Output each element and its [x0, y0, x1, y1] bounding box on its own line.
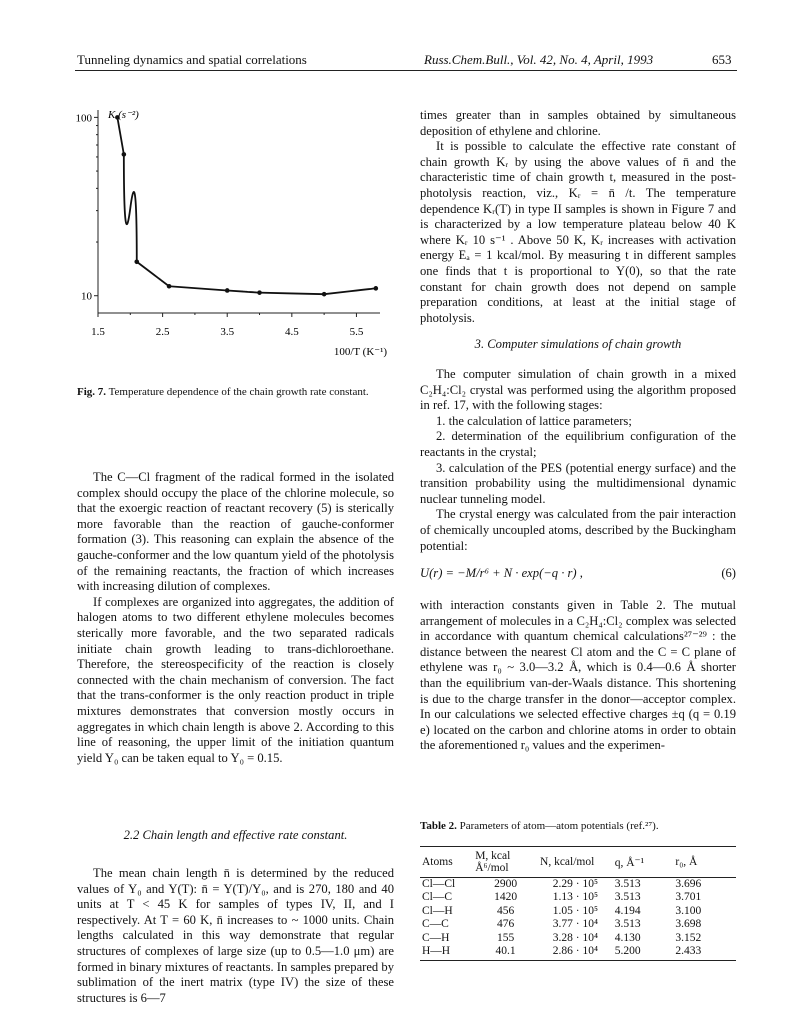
table-cell: 3.696 — [675, 878, 702, 890]
x-tick-label: 3.5 — [220, 326, 235, 338]
paragraph: It is possible to calculate the effective rate constant of chain growth Kᵣ by using the above values of n̄ and the characteristic time of chain growth t, measured in the post-photolysis reaction, viz., Kᵣ = n̄ /t. The temperature dependence Kᵣ(T) in type II samples is shown in Figure 7 and is characterized by a low temperature plateau below 40 K where Kᵣ 10 s⁻¹ . Above 50 K, Kᵣ increases with activation energy Eₐ = 1 kcal/mol. By measuring t in different samples one finds that t is proportional to Y(0), so that the rate constant for chain growth does not depend on sample preparation conditions, at least at the initial stage of photolysis. — [420, 139, 736, 325]
table-header: q, Å⁻¹ — [613, 847, 674, 878]
table-header: M, kcal Å⁶/mol — [473, 847, 538, 878]
table-cell: 1420 — [494, 891, 518, 904]
equation-body: U(r) = −M/r⁶ + N · exp(−q · r) , — [420, 566, 583, 580]
journal-citation: Russ.Chem.Bull., Vol. 42, No. 4, April, 1993 — [424, 52, 654, 67]
table-cell: 456 — [496, 904, 515, 917]
table-header: Atoms — [420, 847, 473, 878]
table-cell: Cl—C — [422, 891, 453, 904]
page-number: 653 — [712, 52, 732, 67]
table-cell: 2.433 — [673, 945, 736, 961]
data-point — [167, 284, 172, 289]
left-column-text-bottom — [77, 866, 394, 1006]
x-tick-label: 2.5 — [155, 326, 170, 338]
table-cell: 2.86 · 10⁴ — [538, 945, 613, 961]
data-point — [257, 290, 262, 295]
table-cell: C—C — [422, 918, 449, 931]
figure-caption-text: Temperature dependence of the chain growth rate constant. — [106, 386, 369, 398]
paragraph: times greater than in samples obtained by simultaneous deposition of ethylene and chlorine. — [420, 108, 736, 138]
figure-caption-label: Fig. 7. — [77, 386, 107, 398]
running-title: Tunneling dynamics and spatial correlations — [77, 52, 307, 67]
data-point — [322, 292, 327, 297]
section-heading: 2.2 Chain length and effective rate constant. — [123, 828, 348, 842]
figure-caption — [77, 386, 394, 400]
x-tick-label: 1.5 — [91, 326, 105, 338]
table-cell: Cl—H — [422, 904, 453, 917]
paragraph: The C—Cl fragment of the radical formed in the isolated complex should occupy the place of the chlorine molecule, so that the exoergic reaction of reactant recovery (5) is sterically more favorable than the reaction of gauche-conformer formation (3). This reasoning can explain the absence of the gauche-conformer and the low quantum yield of the photolysis of the remaining reactants, the fraction of which increases with increasing dilution of complexes. — [77, 470, 394, 594]
table-row — [420, 878, 736, 892]
list-item: 1. the calculation of lattice parameters; — [436, 413, 632, 428]
series-line — [117, 117, 375, 294]
x-axis-label: 100/T (K⁻¹) — [333, 346, 388, 358]
table-cell: 4.194 — [614, 904, 641, 917]
paragraph: If complexes are organized into aggregates, the addition of halogen atoms to two different ethylene molecules becomes sterically more favorable, and the two separated radicals initiate chain growth leading to trans-dichloroethane. Therefore, the stereospecificity of the reaction is closely connected with the chain mechanism of conversion. The fact that the trans-conformer is the only reaction product in triple mixtures demonstrates that conversion mostly occurs in aggregates in which chain length is above 2. According to this line of reasoning, the upper limit of the initiation quantum yield Y₀ can be taken equal to Y₀ = 0.15. — [77, 594, 394, 765]
list-item: 3. calculation of the PES (potential energy surface) and the transition probability using the multidimensional dynamic nuclear tunneling model. — [420, 460, 736, 506]
table-cell: 155 — [496, 931, 515, 944]
x-tick-label: 4.5 — [284, 326, 299, 338]
table-cell: 3.513 — [614, 918, 641, 931]
table-cell: 1.13 · 10⁵ — [552, 891, 598, 904]
left-column-text — [77, 470, 394, 766]
table-cell: 3.77 · 10⁴ — [552, 918, 598, 931]
table-cell: 2.29 · 10⁵ — [552, 878, 598, 890]
y-axis-label: K (s⁻²) — [108, 109, 139, 121]
table-header: r₀, Å — [673, 847, 736, 878]
table-cell: C—H — [422, 931, 450, 944]
y-tick-label: 100 — [75, 112, 92, 125]
header-rule — [75, 70, 737, 71]
table-cell: 5.200 — [613, 945, 674, 961]
table-row — [420, 918, 736, 931]
figure-7-chart — [70, 100, 400, 360]
section-heading: 3. Computer simulations of chain growth — [474, 337, 682, 351]
equation-6 — [420, 566, 736, 581]
table-row — [420, 945, 736, 961]
table-cell: 3.513 — [614, 891, 641, 904]
table-caption — [420, 820, 736, 834]
y-tick-label: 10 — [81, 290, 92, 303]
table-caption-label: Table 2. — [420, 820, 457, 832]
table-cell: 3.28 · 10⁴ — [552, 931, 598, 944]
table-header: N, kcal/mol — [538, 847, 613, 878]
table-row — [420, 891, 736, 904]
list-item: 2. determination of the equilibrium configuration of the reactants in the crystal; — [420, 429, 736, 459]
data-point — [374, 286, 379, 291]
paragraph: with interaction constants given in Table 2. The mutual arrangement of molecules in a C₂H₄:Cl₂ complex was selected in accordance with quantum chemical calculations²⁷⁻²⁹ : the distance between the nearest Cl atom and the C = C plane of ethylene was r₀ ~ 3.0—3.2 Å, which is 0.4—0.6 Å shorter than the equilibrium van-der-Waals distance. This shortening is due to the charge transfer in the donor—acceptor complex. In our calculations we selected effective charges ±q (q = 0.19 e) located on the carbon and chlorine atoms in order to obtain the aforementioned r₀ values and the experimen- — [420, 598, 736, 753]
equation-number: (6) — [721, 566, 736, 580]
table-cell: 1.05 · 10⁵ — [552, 904, 598, 917]
table-cell: 3.701 — [675, 891, 702, 904]
paragraph: The mean chain length n̄ is determined by the reduced values of Y₀ and Y(T): n̄ = Y(T)/Y₀, and is 270, 180 and 40 units at T < 45 K for samples of types IV, II, and I respectively. At T = 60 K, n̄ increases to ~ 1000 units. Chain lengths calculated in this way demonstrate that regular structures of complexes of large size (up to 0.5—1.0 μm) are formed in binary mixtures of reactants. In samples prepared by sublimation of the inert matrix (type IV) the size of these structures is 6—7 — [77, 866, 394, 1005]
paragraph: The crystal energy was calculated from the pair interaction of chemically uncoupled atoms, described by the Buckingham potential: — [420, 507, 736, 553]
table-cell: 3.698 — [675, 918, 702, 931]
table-cell: H—H — [420, 945, 473, 961]
data-point — [225, 288, 230, 293]
right-column-text-bottom — [420, 598, 736, 754]
table-2 — [420, 846, 736, 961]
data-point — [122, 152, 127, 157]
paragraph: The computer simulation of chain growth in a mixed C₂H₄:Cl₂ crystal was performed using the algorithm proposed in ref. 17, with the following stages: — [420, 367, 736, 413]
table-cell: 4.130 — [614, 931, 641, 944]
table-cell: 476 — [496, 918, 515, 931]
table-cell: 3.513 — [614, 878, 641, 890]
table-row — [420, 932, 736, 945]
table-cell: 2900 — [494, 878, 518, 890]
table-row — [420, 905, 736, 918]
table-caption-text: Parameters of atom—atom potentials (ref.²⁷). — [456, 820, 659, 832]
data-point — [134, 259, 139, 264]
table-cell: 3.100 — [675, 904, 702, 917]
x-tick-label: 5.5 — [349, 326, 364, 338]
right-column-text — [420, 108, 736, 326]
right-column-text-middle — [420, 367, 736, 554]
table-cell: 3.152 — [675, 931, 702, 944]
table-cell: 40.1 — [473, 945, 538, 961]
table-cell: Cl—Cl — [422, 878, 456, 890]
